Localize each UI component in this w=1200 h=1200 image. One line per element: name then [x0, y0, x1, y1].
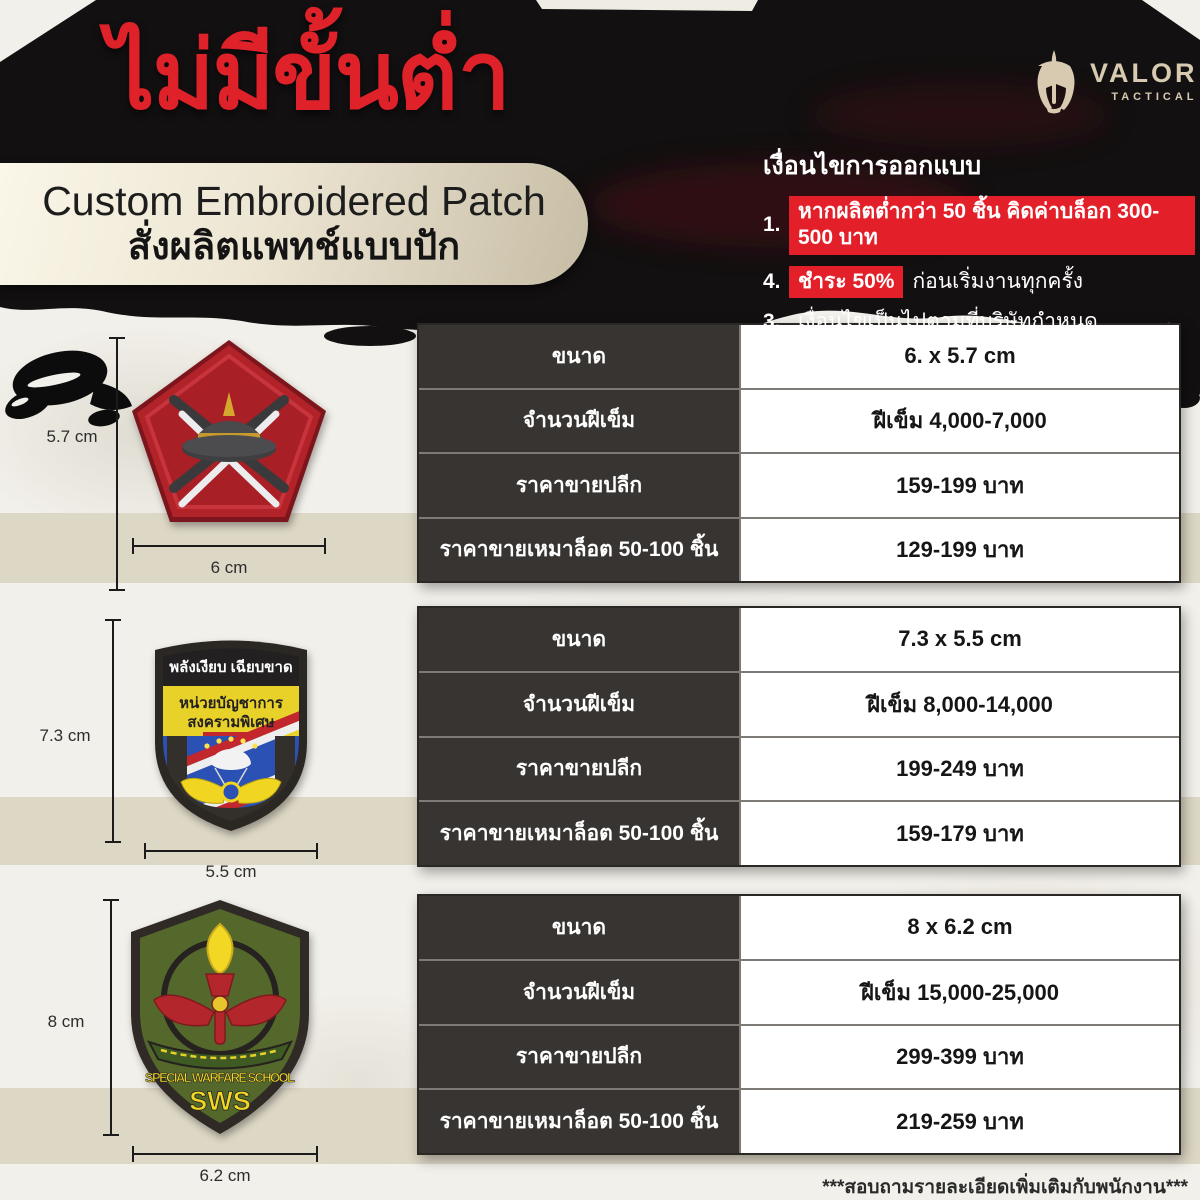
wholesale-price-value: 129-199 บาท: [741, 519, 1179, 582]
brand-name: VALOR: [1090, 57, 1198, 88]
page-title: ไม่มีขั้นต่ำ: [107, 23, 509, 128]
row-label: ขนาด: [419, 896, 739, 959]
row-label: จำนวนฝีเข็ม: [419, 961, 739, 1024]
condition-number: 4.: [763, 269, 781, 293]
special-warfare-school-shield-patch: [121, 896, 319, 1140]
condition-highlight: ชำระ 50%: [789, 266, 903, 298]
width-dimension-line: [133, 545, 325, 547]
stitch-count-value: ฝีเข็ม 4,000-7,000: [741, 390, 1179, 453]
stitch-count-value: ฝีเข็ม 15,000-25,000: [741, 961, 1179, 1024]
height-dimension-line: [112, 620, 114, 842]
height-dimension-label: 5.7 cm: [46, 427, 98, 446]
width-dimension-line: [145, 850, 317, 852]
condition-number: 1.: [763, 213, 781, 237]
condition-number: 3.: [763, 309, 781, 333]
subtitle-pill: [0, 163, 588, 285]
condition-text: ก่อนเริ่มงานทุกครั้ง: [912, 269, 1083, 293]
wholesale-price-value: 219-259 บาท: [741, 1090, 1179, 1153]
retail-price-value: 159-199 บาท: [741, 454, 1179, 517]
retail-price-value: 199-249 บาท: [741, 738, 1179, 801]
patch-band-text-2: สงครามพิเศษ: [187, 714, 275, 731]
row-label: ขนาด: [419, 608, 739, 671]
width-dimension-label: 6 cm: [210, 558, 248, 577]
spartan-helmet-icon: [1028, 48, 1080, 114]
subtitle-english: Custom Embroidered Patch: [42, 177, 546, 224]
height-dimension-line: [110, 900, 112, 1135]
row-label: ราคาขายปลีก: [419, 454, 739, 517]
stitch-count-value: ฝีเข็ม 8,000-14,000: [741, 673, 1179, 736]
width-dimension-label: 6.2 cm: [199, 1166, 251, 1185]
patch-top-text: พลังเงียบ เฉียบขาด: [169, 659, 293, 676]
height-dimension-label: 8 cm: [47, 1012, 85, 1031]
condition-item: [763, 266, 1195, 298]
brand-subname: TACTICAL: [1111, 90, 1198, 103]
size-value: 7.3 x 5.5 cm: [741, 608, 1179, 671]
row-label: ราคาขายเหมาล็อต 50-100 ชิ้น: [419, 802, 739, 865]
subtitle-thai: สั่งผลิตแพทช์แบบปัก: [127, 225, 461, 268]
height-dimension-label: 7.3 cm: [39, 726, 91, 745]
row-label: ราคาขายเหมาล็อต 50-100 ชิ้น: [419, 1090, 739, 1153]
condition-highlight: หากผลิตต่ำกว่า 50 ชิ้น คิดค่าบล็อก 300-500 บาท: [789, 196, 1195, 255]
row-label: จำนวนฝีเข็ม: [419, 673, 739, 736]
condition-item: [763, 196, 1195, 255]
size-value: 8 x 6.2 cm: [741, 896, 1179, 959]
row-label: ราคาขายปลีก: [419, 738, 739, 801]
size-value: 6. x 5.7 cm: [741, 325, 1179, 388]
wholesale-price-value: 159-179 บาท: [741, 802, 1179, 865]
condition-item: [763, 309, 1195, 335]
red-pentagon-helmet-swords-patch: [128, 336, 330, 528]
patch-band-text-1: หน่วยบัญชาการ: [179, 695, 283, 712]
design-conditions: [763, 146, 1195, 346]
retail-price-value: 299-399 บาท: [741, 1026, 1179, 1089]
height-dimension-line: [116, 338, 118, 590]
price-table: [417, 323, 1181, 583]
footer-note: ***สอบถามรายละเอียดเพิ่มเติมกับพนักงาน***: [822, 1177, 1188, 1198]
row-label: ขนาด: [419, 325, 739, 388]
condition-text: เงื่อนไขเป็นไปตามที่บริษัทกำหนด: [798, 309, 1098, 333]
row-label: จำนวนฝีเข็ม: [419, 390, 739, 453]
row-label: ราคาขายเหมาล็อต 50-100 ชิ้น: [419, 519, 739, 582]
width-dimension-line: [133, 1153, 317, 1155]
price-table: [417, 606, 1181, 867]
price-table: [417, 894, 1181, 1155]
patch-abbr-text: SWS: [189, 1086, 251, 1116]
row-label: ราคาขายปลีก: [419, 1026, 739, 1089]
width-dimension-label: 5.5 cm: [205, 862, 257, 881]
conditions-heading: เงื่อนไขการออกแบบ: [763, 152, 982, 180]
patch-school-text: SPECIAL WARFARE SCHOOL: [145, 1070, 295, 1085]
brand-logo: [1028, 48, 1198, 114]
special-warfare-command-shield-patch: [141, 624, 321, 838]
